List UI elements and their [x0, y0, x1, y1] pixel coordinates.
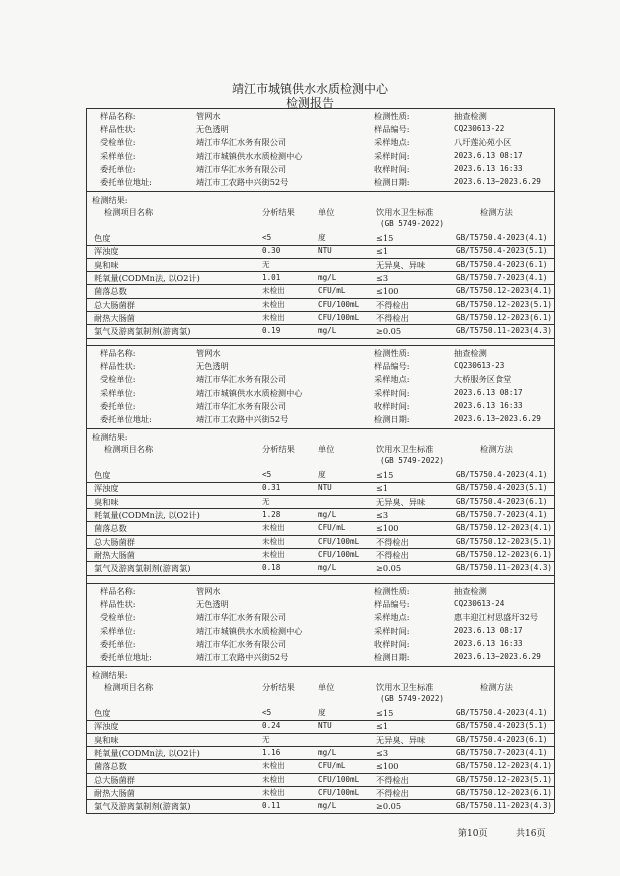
test-standard: ≥0.05	[376, 801, 402, 812]
field-label: 收样时间:	[374, 638, 410, 649]
column-header-standard-code: (GB 5749-2022)	[380, 694, 445, 703]
field-value: 靖江市华汇水务有限公司	[196, 137, 287, 148]
test-unit: NTU	[318, 483, 332, 493]
field-label: 收样时间:	[374, 163, 410, 174]
test-standard: 不得检出	[376, 549, 409, 560]
test-standard: ≤15	[376, 708, 394, 718]
field-label: 受检单位:	[100, 374, 136, 385]
test-result: 未检出	[262, 536, 285, 546]
field-value: 靖江市工农路中兴街52号	[196, 652, 289, 662]
test-method: GB/T5750.12-2023(4.1)	[456, 761, 553, 771]
field-label: 样品编号:	[374, 361, 410, 372]
field-label: 采样时间:	[374, 150, 410, 161]
field-value: 无色透明	[196, 361, 229, 372]
test-result: 1.16	[262, 747, 281, 757]
test-item-name: 氯气及游离氯制剂(游离氯)	[94, 563, 191, 574]
field-value: CQ230613-22	[454, 124, 505, 134]
test-unit: mg/L	[318, 509, 337, 519]
test-method: GB/T5750.12-2023(5.1)	[456, 774, 553, 784]
test-method: GB/T5750.12-2023(4.1)	[456, 286, 553, 296]
test-method: GB/T5750.4-2023(5.1)	[456, 246, 548, 256]
test-unit: mg/L	[318, 272, 337, 282]
test-standard: ≤3	[376, 272, 389, 283]
test-method: GB/T5750.12-2023(6.1)	[456, 549, 553, 559]
test-result: 无	[262, 734, 270, 744]
column-header-item: 检测项目名称	[104, 682, 154, 692]
test-standard: ≤15	[376, 233, 394, 243]
field-label: 委托单位:	[100, 400, 136, 411]
test-item-name: 耐热大肠菌	[94, 312, 135, 323]
field-label: 检测日期:	[374, 652, 410, 662]
test-result: 未检出	[262, 299, 285, 309]
field-label: 样品名称:	[100, 111, 136, 121]
field-label: 样品性状:	[100, 124, 136, 135]
test-method: GB/T5750.12-2023(4.1)	[456, 523, 553, 533]
test-result: 未检出	[262, 761, 285, 771]
test-method: GB/T5750.12-2023(5.1)	[456, 299, 553, 309]
field-label: 采样单位:	[100, 150, 136, 161]
column-header-standard-code: (GB 5749-2022)	[380, 456, 445, 465]
test-result: 1.01	[262, 272, 281, 282]
test-result: 无	[262, 259, 270, 269]
row-divider	[86, 338, 554, 339]
column-header-result: 分析结果	[262, 682, 295, 692]
field-label: 采样地点:	[374, 612, 410, 623]
info-divider	[86, 428, 554, 429]
column-header-result: 分析结果	[262, 207, 295, 217]
test-result: 1.28	[262, 509, 281, 519]
test-result: 0.31	[262, 483, 281, 493]
test-unit: mg/L	[318, 326, 337, 336]
test-method: GB/T5750.7-2023(4.1)	[456, 272, 548, 282]
test-item-name: 耐热大肠菌	[94, 549, 135, 560]
test-item-name: 色度	[94, 708, 111, 718]
test-unit: CFU/100mL	[318, 774, 360, 784]
column-header-item: 检测项目名称	[104, 207, 154, 217]
test-standard: ≤100	[376, 523, 399, 534]
test-method: GB/T5750.4-2023(6.1)	[456, 496, 548, 506]
test-item-name: 总大肠菌群	[94, 536, 135, 547]
field-label: 委托单位地址:	[100, 177, 152, 187]
field-label: 受检单位:	[100, 137, 136, 148]
test-standard: 不得检出	[376, 536, 409, 547]
test-standard: 无异臭、异味	[376, 259, 426, 270]
column-header-method: 检测方法	[480, 682, 513, 692]
field-value: 靖江市华汇水务有限公司	[196, 400, 287, 411]
field-value: 靖江市城镇供水水质检测中心	[196, 387, 303, 398]
field-label: 样品名称:	[100, 586, 136, 596]
field-value: 管网水	[196, 348, 221, 358]
field-label: 采样时间:	[374, 387, 410, 398]
column-header-method: 检测方法	[480, 207, 513, 217]
field-value: 2023.6.13~2023.6.29	[454, 652, 541, 661]
test-standard: ≤3	[376, 509, 389, 520]
row-divider	[86, 575, 554, 576]
field-label: 检测性质:	[374, 586, 410, 596]
column-header-item: 检测项目名称	[104, 444, 154, 454]
test-item-name: 总大肠菌群	[94, 774, 135, 785]
field-label: 样品性状:	[100, 361, 136, 372]
field-label: 采样地点:	[374, 137, 410, 148]
field-label: 检测性质:	[374, 348, 410, 358]
test-standard: ≤15	[376, 470, 394, 480]
field-label: 检测性质:	[374, 111, 410, 121]
field-label: 委托单位地址:	[100, 652, 152, 662]
field-label: 样品性状:	[100, 599, 136, 610]
field-label: 样品编号:	[374, 599, 410, 610]
test-result: 未检出	[262, 549, 285, 559]
field-value: 管网水	[196, 586, 221, 596]
test-result: 无	[262, 496, 270, 506]
column-header-unit: 单位	[318, 207, 335, 217]
field-value: 2023.6.13~2023.6.29	[454, 177, 541, 186]
field-value: 惠丰迎江村思盛圩32号	[454, 612, 539, 623]
column-header-standard: 饮用水卫生标准	[376, 207, 434, 217]
test-unit: CFU/100mL	[318, 787, 360, 797]
test-standard: ≤100	[376, 761, 399, 772]
field-label: 委托单位:	[100, 163, 136, 174]
test-standard: ≤1	[376, 483, 389, 494]
test-result: <5	[262, 233, 272, 242]
test-method: GB/T5750.7-2023(4.1)	[456, 747, 548, 757]
test-unit: CFU/100mL	[318, 299, 360, 309]
field-value: 无色透明	[196, 124, 229, 135]
column-header-standard: 饮用水卫生标准	[376, 682, 434, 692]
field-label: 委托单位地址:	[100, 414, 152, 424]
test-method: GB/T5750.7-2023(4.1)	[456, 509, 548, 519]
field-value: 靖江市华汇水务有限公司	[196, 638, 287, 649]
test-method: GB/T5750.11-2023(4.3)	[456, 563, 553, 573]
test-unit: mg/L	[318, 801, 337, 811]
field-label: 样品编号:	[374, 124, 410, 135]
field-value: CQ230613-24	[454, 599, 505, 609]
test-item-name: 氯气及游离氯制剂(游离氯)	[94, 326, 191, 337]
info-divider	[86, 191, 554, 192]
test-method: GB/T5750.12-2023(6.1)	[456, 312, 553, 322]
test-item-name: 氯气及游离氯制剂(游离氯)	[94, 801, 191, 812]
test-method: GB/T5750.4-2023(6.1)	[456, 259, 548, 269]
test-method: GB/T5750.11-2023(4.3)	[456, 801, 553, 811]
test-result: 0.11	[262, 801, 281, 811]
column-header-unit: 单位	[318, 682, 335, 692]
test-standard: ≤3	[376, 747, 389, 758]
test-standard: 不得检出	[376, 787, 409, 798]
test-method: GB/T5750.12-2023(5.1)	[456, 536, 553, 546]
field-value: 大桥服务区食堂	[454, 374, 512, 385]
field-value: 靖江市华汇水务有限公司	[196, 612, 287, 623]
test-unit: CFU/100mL	[318, 549, 360, 559]
test-item-name: 浑浊度	[94, 246, 119, 257]
test-method: GB/T5750.12-2023(6.1)	[456, 787, 553, 797]
field-value: 靖江市城镇供水水质检测中心	[196, 150, 303, 161]
report-title: 靖江市城镇供水水质检测中心	[231, 82, 388, 96]
test-result: <5	[262, 708, 272, 717]
field-value: 2023.6.13 16:33	[454, 163, 523, 173]
field-value: 2023.6.13 08:17	[454, 150, 523, 160]
test-standard: ≤1	[376, 721, 389, 732]
test-result: 未检出	[262, 523, 285, 533]
column-header-method: 检测方法	[480, 444, 513, 454]
test-result: 未检出	[262, 312, 285, 322]
test-standard: 无异臭、异味	[376, 734, 426, 745]
test-item-name: 耗氧量(CODMn法, 以O2计)	[94, 747, 200, 758]
test-unit: CFU/100mL	[318, 536, 360, 546]
test-standard: 无异臭、异味	[376, 496, 426, 507]
test-standard: ≥0.05	[376, 326, 402, 337]
field-value: 八圩莲沁苑小区	[454, 137, 512, 148]
test-item-name: 浑浊度	[94, 721, 119, 732]
test-item-name: 耐热大肠菌	[94, 787, 135, 798]
field-value: CQ230613-23	[454, 361, 505, 371]
field-value: 靖江市工农路中兴街52号	[196, 177, 289, 187]
test-result: 0.19	[262, 326, 281, 336]
field-value: 靖江市华汇水务有限公司	[196, 374, 287, 385]
results-label: 检测结果:	[92, 432, 128, 442]
field-value: 靖江市华汇水务有限公司	[196, 163, 287, 174]
table-border	[554, 108, 555, 813]
results-label: 检测结果:	[92, 670, 128, 680]
block-top-border	[86, 345, 554, 346]
page-number: 第10页	[458, 829, 488, 839]
column-header-standard-code: (GB 5749-2022)	[380, 219, 445, 228]
column-header-unit: 单位	[318, 444, 335, 454]
field-label: 采样时间:	[374, 625, 410, 636]
test-item-name: 耗氧量(CODMn法, 以O2计)	[94, 509, 200, 520]
test-result: 0.24	[262, 721, 281, 731]
field-value: 抽查检测	[454, 348, 487, 358]
test-unit: mg/L	[318, 563, 337, 573]
field-value: 靖江市工农路中兴街52号	[196, 414, 289, 424]
block-top-border	[86, 583, 554, 584]
test-unit: NTU	[318, 246, 332, 256]
field-value: 抽查检测	[454, 586, 487, 596]
test-result: 未检出	[262, 286, 285, 296]
field-label: 采样地点:	[374, 374, 410, 385]
test-method: GB/T5750.11-2023(4.3)	[456, 326, 553, 336]
test-standard: ≤1	[376, 246, 389, 257]
test-standard: 不得检出	[376, 774, 409, 785]
test-standard: 不得检出	[376, 312, 409, 323]
test-standard: ≥0.05	[376, 563, 402, 574]
test-unit: 度	[318, 470, 326, 479]
test-result: <5	[262, 470, 272, 479]
test-standard: 不得检出	[376, 299, 409, 310]
test-item-name: 臭和味	[94, 734, 119, 745]
field-value: 2023.6.13 08:17	[454, 625, 523, 635]
test-item-name: 臭和味	[94, 259, 119, 270]
test-method: GB/T5750.4-2023(6.1)	[456, 734, 548, 744]
test-unit: CFU/mL	[318, 761, 346, 771]
block-top-border	[86, 108, 554, 109]
row-divider	[86, 813, 554, 814]
field-value: 管网水	[196, 111, 221, 121]
test-unit: mg/L	[318, 747, 337, 757]
test-unit: CFU/100mL	[318, 312, 360, 322]
test-result: 0.18	[262, 563, 281, 573]
field-label: 采样单位:	[100, 625, 136, 636]
test-unit: 度	[318, 233, 326, 242]
field-value: 抽查检测	[454, 111, 487, 121]
test-result: 未检出	[262, 774, 285, 784]
test-method: GB/T5750.4-2023(4.1)	[456, 470, 548, 479]
field-label: 委托单位:	[100, 638, 136, 649]
test-item-name: 菌落总数	[94, 286, 127, 297]
test-method: GB/T5750.4-2023(4.1)	[456, 233, 548, 242]
field-label: 收样时间:	[374, 400, 410, 411]
test-item-name: 色度	[94, 233, 111, 243]
field-label: 检测日期:	[374, 177, 410, 187]
field-label: 受检单位:	[100, 612, 136, 623]
field-value: 靖江市城镇供水水质检测中心	[196, 625, 303, 636]
field-value: 2023.6.13~2023.6.29	[454, 414, 541, 423]
test-item-name: 菌落总数	[94, 523, 127, 534]
test-item-name: 臭和味	[94, 496, 119, 507]
field-label: 检测日期:	[374, 414, 410, 424]
test-unit: 度	[318, 708, 326, 717]
column-header-standard: 饮用水卫生标准	[376, 444, 434, 454]
test-unit: CFU/mL	[318, 523, 346, 533]
test-standard: ≤100	[376, 286, 399, 297]
table-border	[86, 108, 87, 813]
results-label: 检测结果:	[92, 195, 128, 205]
test-method: GB/T5750.4-2023(5.1)	[456, 721, 548, 731]
test-result: 未检出	[262, 787, 285, 797]
test-item-name: 菌落总数	[94, 761, 127, 772]
field-value: 2023.6.13 16:33	[454, 638, 523, 648]
field-label: 采样单位:	[100, 387, 136, 398]
page-total: 共16页	[516, 829, 546, 839]
test-method: GB/T5750.4-2023(4.1)	[456, 708, 548, 717]
test-method: GB/T5750.4-2023(5.1)	[456, 483, 548, 493]
field-value: 2023.6.13 16:33	[454, 400, 523, 410]
field-label: 样品名称:	[100, 348, 136, 358]
field-value: 2023.6.13 08:17	[454, 387, 523, 397]
test-unit: NTU	[318, 721, 332, 731]
column-header-result: 分析结果	[262, 444, 295, 454]
test-unit: CFU/mL	[318, 286, 346, 296]
info-divider	[86, 666, 554, 667]
test-item-name: 总大肠菌群	[94, 299, 135, 310]
test-item-name: 耗氧量(CODMn法, 以O2计)	[94, 272, 200, 283]
report-subtitle: 检测报告	[285, 96, 334, 110]
test-item-name: 浑浊度	[94, 483, 119, 494]
field-value: 无色透明	[196, 599, 229, 610]
test-item-name: 色度	[94, 470, 111, 480]
test-result: 0.30	[262, 246, 281, 256]
